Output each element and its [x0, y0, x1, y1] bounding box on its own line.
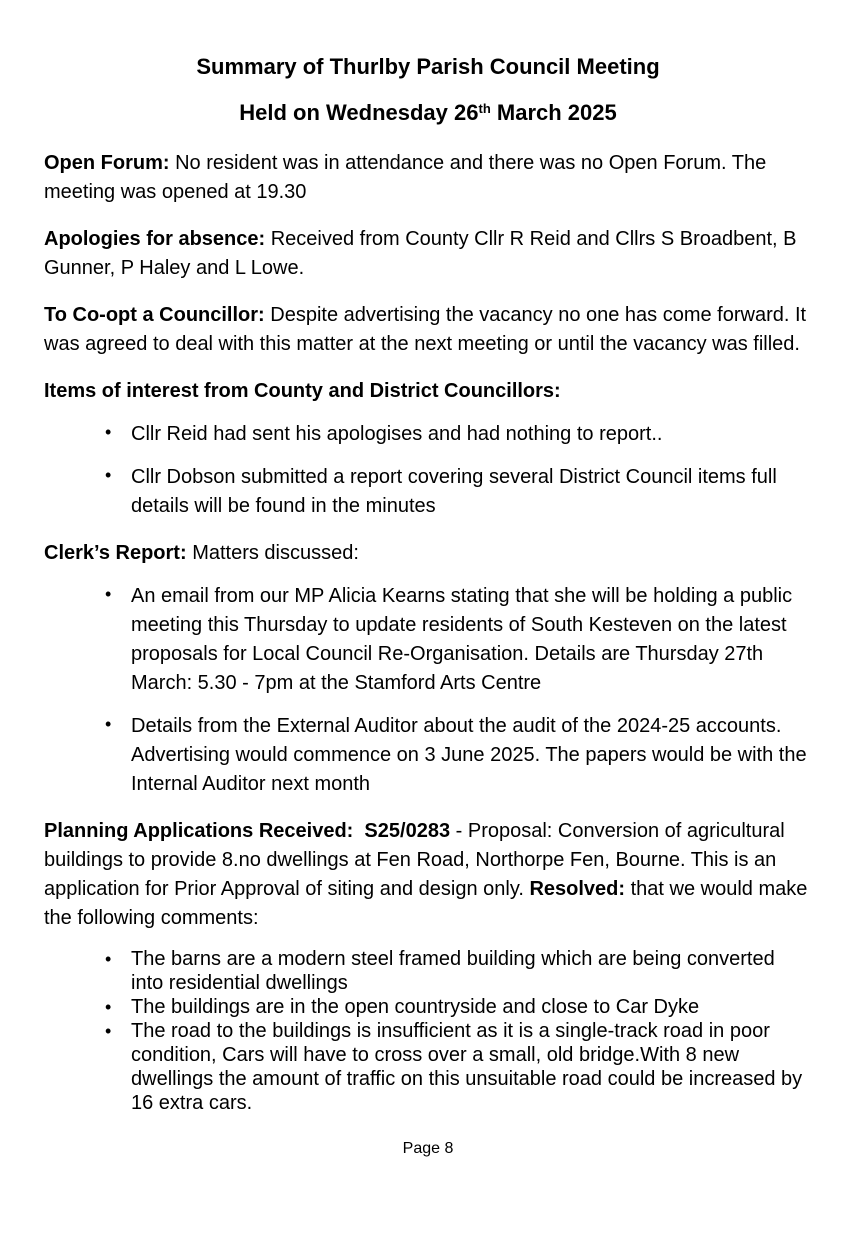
bullet-text: Cllr Dobson submitted a report covering several District Council items full details will be found in the minutes: [131, 466, 783, 517]
resolved-text: that we would make the following comments:: [44, 878, 813, 929]
clerks-report-text: Matters discussed:: [186, 542, 359, 564]
date-ordinal-superscript: th: [478, 101, 491, 116]
list-item: [44, 582, 812, 698]
paragraph-clerks-report: [44, 539, 812, 568]
clerks-report-bullet-list: [44, 582, 812, 799]
bullet-text: Cllr Reid had sent his apologises and had nothing to report..: [131, 423, 663, 445]
clerks-report-label: Clerk’s Report:: [44, 542, 187, 564]
paragraph-apologies: [44, 225, 812, 283]
coopt-text: Despite advertising the vacancy no one has come forward. It was agreed to deal with this matter at the next meeting or until the vacancy was filled.: [44, 304, 812, 355]
bullet-text: The road to the buildings is insufficient as it is a single-track road in poor condition, Cars will have to cross over a small, old bridge.With 8 new dwellings the amount of traffic on this unsuitable road could be increased by 16 extra cars.: [131, 1020, 808, 1114]
list-item: [44, 712, 812, 799]
list-item: [44, 1019, 812, 1115]
list-item: [44, 463, 812, 521]
planning-label: Planning Applications Received: S25/0283: [44, 820, 451, 842]
paragraph-coopt-councillor: [44, 301, 812, 359]
document-date-line: [44, 98, 812, 131]
list-item: [44, 420, 812, 449]
document-title: Summary of Thurlby Parish Council Meeting: [196, 54, 660, 79]
list-item: [44, 947, 812, 995]
bullet-text: The barns are a modern steel framed building which are being converted into residential dwellings: [131, 948, 781, 994]
open-forum-label: Open Forum:: [44, 152, 170, 174]
paragraph-open-forum: [44, 149, 812, 207]
list-item: [44, 995, 812, 1019]
paragraph-planning-applications: [44, 817, 812, 933]
bullet-text: The buildings are in the open countryside and close to Car Dyke: [131, 996, 700, 1018]
bullet-text: An email from our MP Alicia Kearns stating that she will be holding a public meeting this Thursday to update residents of South Kesteven on the latest proposals for Local Council Re-Organisation. Details are Thursday 27th March: 5.30 - 7pm at the Stamford Arts Centre: [131, 585, 798, 694]
items-of-interest-heading-text: Items of interest from County and District Councillors:: [44, 380, 561, 402]
apologies-text: Received from County Cllr R Reid and Cllrs S Broadbent, B Gunner, P Haley and L Lowe.: [44, 228, 803, 279]
items-of-interest-bullet-list: [44, 420, 812, 521]
open-forum-text: No resident was in attendance and there was no Open Forum. The meeting was opened at 19.30: [44, 152, 772, 203]
page-number: Page 8: [402, 1140, 454, 1157]
coopt-label: To Co-opt a Councillor:: [44, 304, 265, 326]
resolved-label: Resolved:: [529, 878, 626, 900]
date-suffix: March 2025: [490, 100, 617, 125]
planning-comments-bullet-list: [44, 947, 812, 1115]
heading-items-of-interest: [44, 377, 812, 406]
date-prefix: Held on Wednesday 26: [239, 100, 479, 125]
bullet-text: Details from the External Auditor about the audit of the 2024-25 accounts. Advertising would commence on 3 June 2025. The papers would be with the Internal Auditor next month: [131, 715, 813, 795]
planning-text: - Proposal: Conversion of agricultural buildings to provide 8.no dwellings at Fen Road, Northorpe Fen, Bourne. This is an application for Prior Approval of siting and design only.: [44, 820, 791, 900]
apologies-label: Apologies for absence:: [44, 228, 266, 250]
